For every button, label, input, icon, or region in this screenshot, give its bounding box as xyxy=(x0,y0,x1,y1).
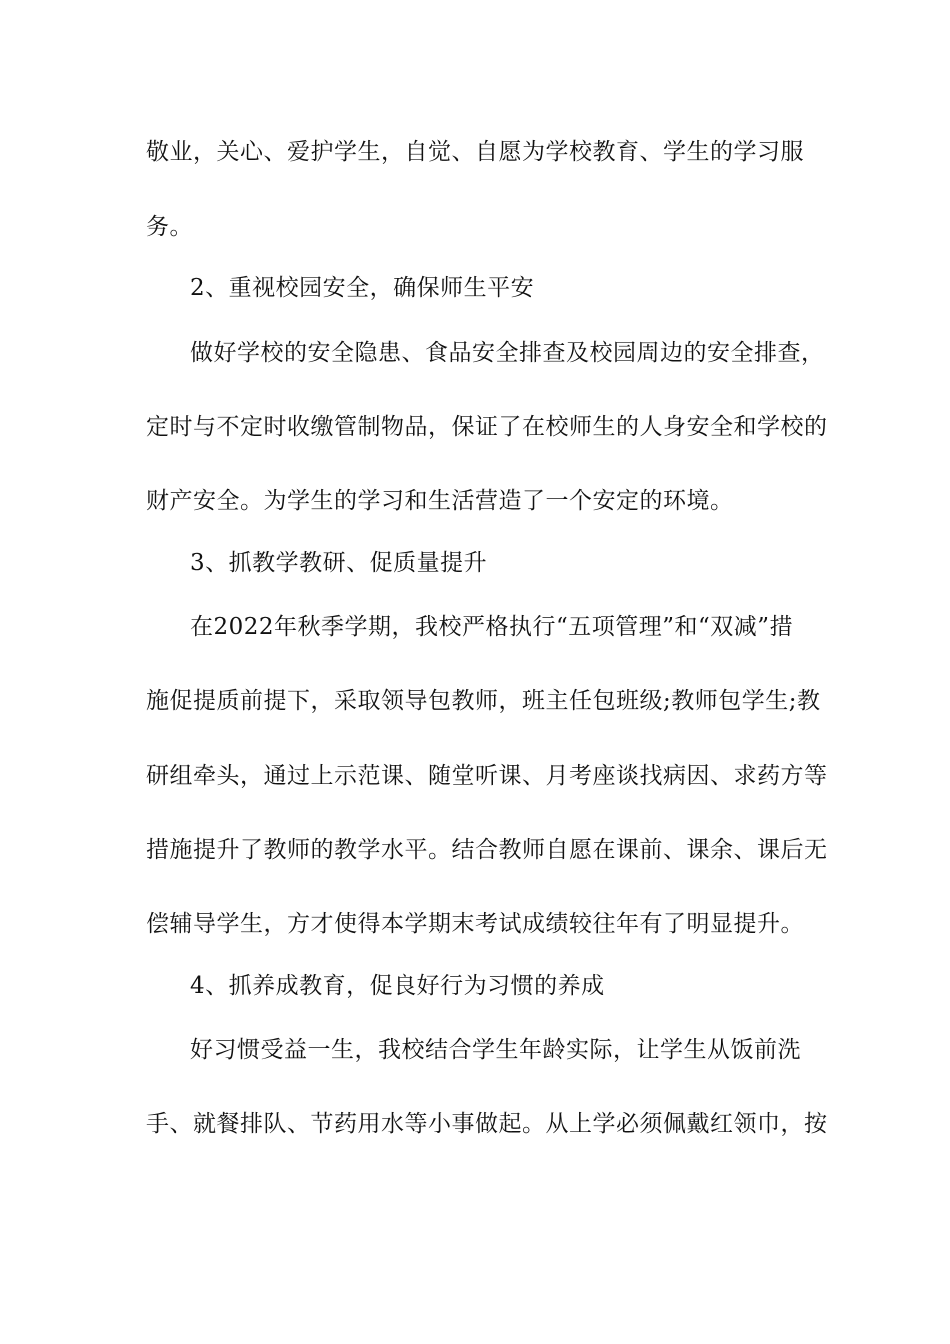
paragraph-line: 手、就餐排队、节药用水等小事做起。从上学必须佩戴红领巾，按 xyxy=(146,1111,828,1137)
paragraph-line: 好习惯受益一生，我校结合学生年龄实际，让学生从饭前洗 xyxy=(190,1037,801,1063)
paragraph-line: 务。 xyxy=(146,214,193,240)
paragraph-line: 在2022年秋季学期，我校严格执行“五项管理”和“双减”措 xyxy=(190,614,794,640)
paragraph-line: 偿辅导学生，方才使得本学期末考试成绩较往年有了明显提升。 xyxy=(146,911,804,937)
paragraph-line: 定时与不定时收缴管制物品，保证了在校师生的人身安全和学校的 xyxy=(146,414,828,440)
section-heading: 3、抓教学教研、促质量提升 xyxy=(190,550,488,576)
paragraph-line: 研组牵头，通过上示范课、随堂听课、月考座谈找病因、求药方等 xyxy=(146,763,828,789)
paragraph-line: 做好学校的安全隐患、食品安全排查及校园周边的安全排查， xyxy=(190,340,825,366)
paragraph-line: 措施提升了教师的教学水平。结合教师自愿在课前、课余、课后无 xyxy=(146,837,828,863)
paragraph-line: 施促提质前提下，采取领导包教师，班主任包班级;教师包学生;教 xyxy=(146,688,821,714)
paragraph-line: 敬业，关心、爱护学生，自觉、自愿为学校教育、学生的学习服 xyxy=(146,139,804,165)
paragraph-line: 财产安全。为学生的学习和生活营造了一个安定的环境。 xyxy=(146,488,734,514)
section-heading: 4、抓养成教育，促良好行为习惯的养成 xyxy=(190,973,605,999)
section-heading: 2、重视校园安全，确保师生平安 xyxy=(190,275,535,301)
